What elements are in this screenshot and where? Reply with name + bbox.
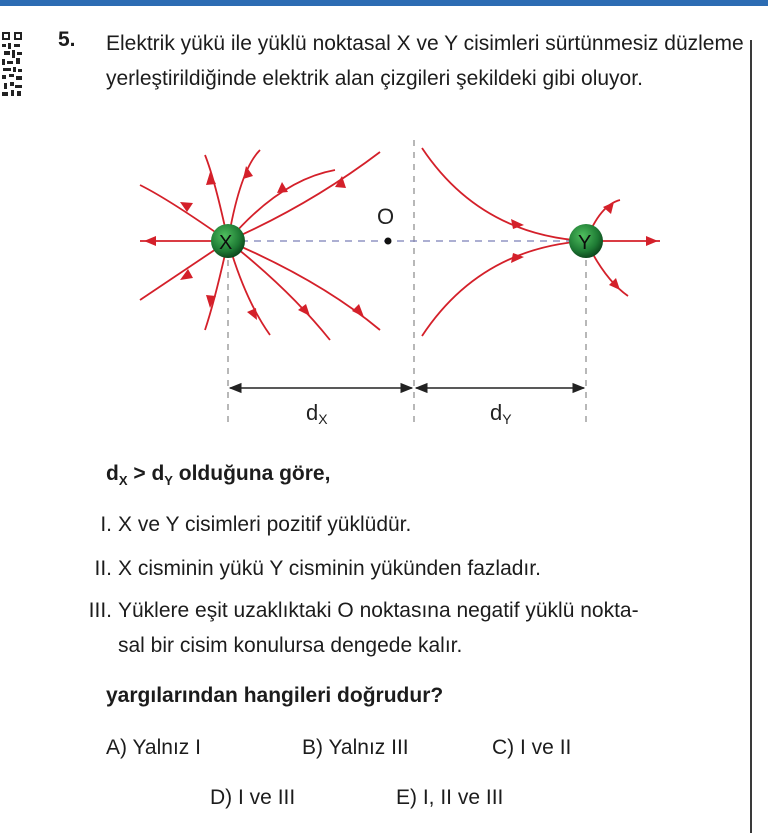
question-prompt: yargılarından hangileri doğrudur?	[106, 684, 444, 707]
qr-code-icon	[0, 28, 24, 100]
electric-field-figure	[130, 130, 690, 430]
statement-2	[78, 551, 541, 586]
y-field-lines	[422, 148, 660, 336]
x-field-lines	[140, 150, 380, 340]
option-b[interactable]: B) Yalnız III	[302, 736, 409, 759]
dy-label: dY	[490, 400, 512, 427]
option-e[interactable]: E) I, II ve III	[396, 786, 504, 809]
header-bar	[0, 0, 768, 6]
label-o: O	[377, 204, 395, 229]
statement-2-numeral: II.	[94, 557, 112, 580]
statement-3	[78, 593, 738, 663]
statement-3-text-cont: sal bir cisim konulursa dengede kalır.	[118, 634, 463, 657]
option-a[interactable]: A) Yalnız I	[106, 736, 201, 759]
charge-y-label: Y	[578, 232, 592, 254]
statement-3-numeral: III.	[88, 599, 112, 622]
statement-1-numeral: I.	[100, 513, 112, 536]
question-stem: Elektrik yükü ile yüklü noktasal X ve Y cisimleri sürtünmesiz düzleme yerleştirildiğinde elektrik alan çizgileri şekildeki gibi oluyor.	[106, 32, 744, 90]
given-condition: $d_X > d_Y$ olduğuna göre,	[106, 462, 331, 489]
question-number: 5.	[58, 28, 76, 51]
statement-3-text: Yüklere eşit uzaklıktaki O noktasına negatif yüklü nokta-	[118, 599, 639, 622]
point-o	[385, 238, 392, 245]
column-divider	[750, 40, 752, 833]
x-field-arrows	[144, 166, 364, 320]
option-d[interactable]: D) I ve III	[210, 786, 296, 809]
option-c[interactable]: C) I ve II	[492, 736, 572, 759]
charge-x-label: X	[219, 232, 233, 254]
statement-1-text: X ve Y cisimleri pozitif yüklüdür.	[118, 513, 412, 536]
statement-1	[78, 507, 411, 542]
statement-2-text: X cisminin yükü Y cisminin yükünden fazladır.	[118, 557, 541, 580]
dx-label: dX	[306, 400, 328, 427]
